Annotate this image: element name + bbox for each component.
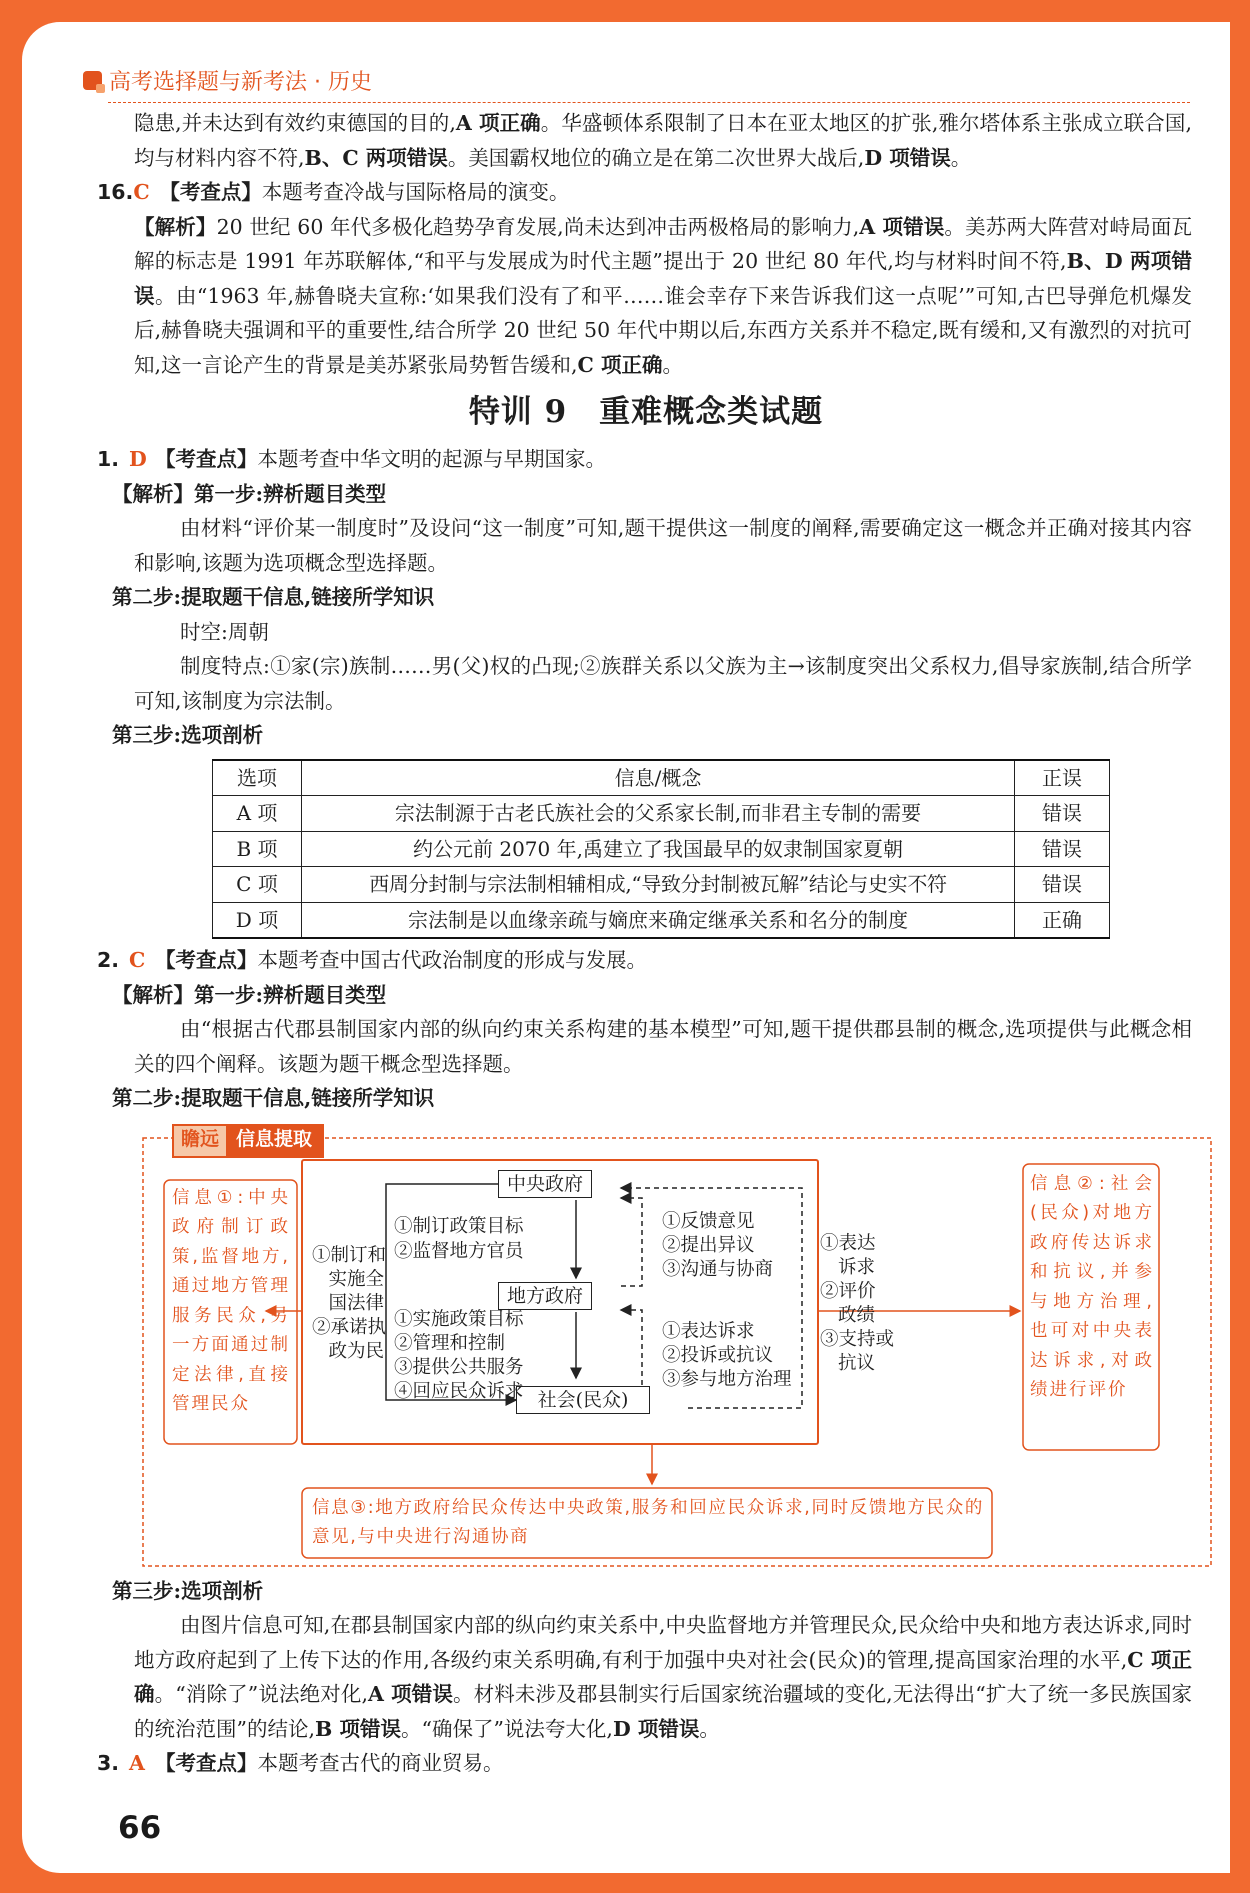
answer-letter: C <box>133 180 150 204</box>
intro-paragraph <box>100 106 1192 175</box>
header-title: 高考选择题与新考法 · 历史 <box>109 69 372 95</box>
label-line: ①表达诉求 <box>662 1320 755 1342</box>
intro-verdict: A 项正确 <box>455 111 541 135</box>
q16-analysis <box>100 210 1192 383</box>
tag-part-a: 瞻远 <box>174 1126 226 1156</box>
analysis-text: 20 世纪 60 年代多极化趋势孕育发展,尚未达到冲击两极格局的影响力, <box>216 214 860 239</box>
table-header-cell: 正误 <box>1015 760 1110 796</box>
section-title: 特训 9 重难概念类试题 <box>468 394 824 430</box>
node-central-government: 中央政府 <box>498 1170 592 1198</box>
analysis-text: 由图片信息可知,在郡县制国家内部的纵向约束关系中,中央监督地方并管理民众,民众给中央和地方表达诉求,同时地方政府起到了上传下达的作用,各级约束关系明确,有利于加强中央对社会(民众)的管理,提高国家治理的水平, <box>134 1613 1192 1672</box>
analysis-verdict: C 项正确 <box>134 1647 1193 1706</box>
book-icon <box>83 71 102 90</box>
answer-letter: C <box>129 948 146 972</box>
label-central-to-society <box>312 1244 387 1364</box>
q1-step1-text: 由材料“评价某一制度时”及设问“这一制度”可知,题干提供这一制度的阐释,需要确定这一概念并正确对接其内容和影响,该题为选项概念型选择题。 <box>134 516 1192 575</box>
q1-feature: 制度特点:①家(宗)族制……男(父)权的凸现;②族群关系以父族为主→该制度突出父系权力,倡导家族制,结合所学可知,该制度为宗法制。 <box>134 654 1192 713</box>
label-line: ②承诺执 <box>312 1316 387 1338</box>
label-local-to-central <box>662 1210 773 1282</box>
table-cell: 错误 <box>1015 796 1110 832</box>
node-local-government: 地方政府 <box>498 1282 592 1310</box>
analysis-text: 。“消除了”说法绝对化, <box>154 1682 368 1706</box>
intro-text: 张成立联合国,均与材料内容不符, <box>134 111 1192 170</box>
label-line: ②监督地方官员 <box>394 1240 524 1262</box>
page-number: 66 <box>118 1810 162 1846</box>
label-line: ②评价 <box>820 1280 876 1302</box>
running-header <box>83 62 372 98</box>
analysis-verdict: A 项错误 <box>367 1682 454 1706</box>
question-number: 16. <box>97 180 134 204</box>
q2-step1-text: 由“根据古代郡县制国家内部的纵向约束关系构建的基本模型”可知,题干提供郡县制的概念,选项提供与此概念相关的四个阐释。该题为题干概念型选择题。 <box>134 1017 1192 1076</box>
label-line: ①反馈意见 <box>662 1210 755 1232</box>
label-line: ①制订政策目标 <box>394 1215 524 1237</box>
table-row <box>213 902 1110 938</box>
analysis-text: 。 <box>662 352 683 377</box>
q1-time: 时空:周朝 <box>180 619 269 644</box>
analysis-label: 【解析】 <box>134 214 217 239</box>
label-central-to-local <box>394 1214 524 1264</box>
intro-text: 。华盛顿体系限制了日本在亚太地区的扩张,雅尔塔体系主 <box>540 111 1062 135</box>
label-line: ①制订和 <box>312 1244 387 1266</box>
intro-verdict: B、C 两项错误 <box>304 145 448 170</box>
q2-step3-label: 第三步:选项剖析 <box>112 1578 264 1603</box>
q1-step2-label: 第二步:提取题干信息,链接所学知识 <box>112 585 435 609</box>
key-point-text: 本题考查中华文明的起源与早期国家。 <box>257 447 606 471</box>
q16-heading <box>97 175 1192 210</box>
label-line: ①表达 <box>820 1232 876 1254</box>
key-point-text: 本题考查冷战与国际格局的演变。 <box>261 180 570 204</box>
intro-text: 。美国霸权地位的确立是在第二次世界大战后, <box>447 145 865 170</box>
label-line: 实施全 <box>328 1268 384 1290</box>
analysis-text: 。由“1963 年,赫鲁晓夫宣称:‘如果我们没有了和平……谁会幸存下来告诉我们这一点呢’”可知,古巴导弹危机爆发后,赫鲁晓夫强调和平的重要性,结合所学 20 世纪 50 年代中期以后,东西方关系并不稳定,既有缓和,又有激烈的对抗可知,这一言论产生的背景是美苏紧张局势暂告缓和, <box>134 283 1193 377</box>
key-point-label: 【考查点】 <box>159 180 262 204</box>
label-line: 国法律 <box>328 1292 384 1314</box>
table-cell: 错误 <box>1015 831 1110 867</box>
table-header-cell: 选项 <box>213 760 302 796</box>
analysis-verdict: B 项错误 <box>315 1716 401 1741</box>
key-point-label: 【考查点】 <box>155 948 258 972</box>
page-content <box>97 106 1193 1781</box>
answer-letter: A <box>129 1751 145 1775</box>
label-line: ①实施政策目标 <box>394 1308 524 1330</box>
table-header-row <box>213 760 1110 796</box>
key-point-label: 【考查点】 <box>155 447 258 471</box>
table-cell: A 项 <box>213 796 302 832</box>
q2-heading <box>97 943 1192 978</box>
label-society-to-central <box>820 1232 894 1376</box>
table-cell: 宗法制是以血缘亲疏与嫡庶来确定继承关系和名分的制度 <box>302 902 1015 938</box>
table-cell: 宗法制源于古老氏族社会的父系家长制,而非君主专制的需要 <box>302 796 1015 832</box>
question-number: 1. <box>97 447 120 471</box>
table-cell: C 项 <box>213 867 302 903</box>
header-rule <box>108 102 1190 103</box>
options-table <box>212 759 1110 940</box>
table-row <box>213 831 1110 867</box>
info-box-1: 信息①:中央政府制订政策,监督地方,通过地方管理服务民众,另一方面通过制定法律,直接管理民众 <box>172 1187 290 1414</box>
analysis-text: 。 <box>699 1716 720 1741</box>
label-line: ②管理和控制 <box>394 1332 506 1354</box>
label-line: ③沟通与协商 <box>662 1258 774 1280</box>
question-number: 3. <box>97 1751 120 1775</box>
table-header-cell: 信息/概念 <box>302 760 1015 796</box>
analysis-verdict: D 项错误 <box>612 1716 700 1741</box>
label-local-to-society <box>394 1308 524 1404</box>
question-number: 2. <box>97 948 120 972</box>
info-box-2: 信息②:社会(民众)对地方政府传达诉求和抗议,并参与地方治理,也可对中央表达诉求,对政绩进行评价 <box>1030 1173 1154 1400</box>
key-point-text: 本题考查中国古代政治制度的形成与发展。 <box>257 948 647 972</box>
table-cell: 正确 <box>1015 902 1110 938</box>
node-society: 社会(民众) <box>516 1386 650 1414</box>
q2-step1-label: 【解析】第一步:辨析题目类型 <box>112 982 387 1007</box>
diagram-tag <box>172 1124 324 1158</box>
key-point-label: 【考查点】 <box>155 1751 258 1775</box>
key-point-text: 本题考查古代的商业贸易。 <box>257 1751 504 1775</box>
label-line: 政绩 <box>838 1304 876 1326</box>
label-line: 政为民 <box>328 1340 384 1362</box>
label-line: ③提供公共服务 <box>394 1356 524 1378</box>
label-society-to-local <box>662 1320 792 1392</box>
tag-part-b: 信息提取 <box>226 1126 322 1156</box>
analysis-verdict: B、D 两项错误 <box>134 249 1192 308</box>
label-line: 抗议 <box>838 1352 876 1374</box>
label-line: ③参与地方治理 <box>662 1368 792 1390</box>
intro-text: 。 <box>950 145 972 170</box>
q1-step1-label: 【解析】第一步:辨析题目类型 <box>112 481 387 506</box>
table-cell: D 项 <box>213 902 302 938</box>
table-cell: 西周分封制与宗法制相辅相成,“导致分封制被瓦解”结论与史实不符 <box>302 867 1015 903</box>
intro-verdict: D 项错误 <box>864 145 951 170</box>
label-line: ②提出异议 <box>662 1234 755 1256</box>
analysis-text: 。“确保了”说法夸大化, <box>400 1716 613 1741</box>
label-line: ④回应民众诉求 <box>394 1380 524 1402</box>
analysis-verdict: A 项错误 <box>859 214 945 239</box>
q1-step3-label: 第三步:选项剖析 <box>112 723 264 747</box>
table-row <box>213 867 1110 903</box>
label-line: ③支持或 <box>820 1328 895 1350</box>
table-row <box>213 796 1110 832</box>
q1-heading <box>97 442 1192 477</box>
analysis-text: 。美苏两大阵营对峙局面瓦解的标志是 1991 年苏联解体,“和平与发展成为时代主题”提出于 20 世纪 80 年代,均与材料时间不符, <box>134 214 1193 273</box>
q2-step3-text <box>100 1608 1192 1746</box>
answer-letter: D <box>129 447 147 471</box>
table-cell: B 项 <box>213 831 302 867</box>
q2-step2-label: 第二步:提取题干信息,链接所学知识 <box>112 1086 435 1110</box>
table-cell: 错误 <box>1015 867 1110 903</box>
intro-text: 隐患,并未达到有效约束德国的目的, <box>134 111 456 135</box>
label-line: 诉求 <box>838 1256 876 1278</box>
info-extraction-diagram <box>142 1122 1214 1568</box>
table-cell: 约公元前 2070 年,禹建立了我国最早的奴隶制国家夏朝 <box>302 831 1015 867</box>
q3-heading <box>97 1746 1192 1781</box>
info-box-3: 信息③:地方政府给民众传达中央政策,服务和回应民众诉求,同时反馈地方民众的意见,与中央进行沟通协商 <box>312 1497 984 1547</box>
label-line: ②投诉或抗议 <box>662 1344 774 1366</box>
analysis-text: 。材料未涉及郡县制实行后国家统治疆域的变化,无法得出“扩大了统一多民族国家的统治范围”的结论, <box>134 1682 1193 1741</box>
analysis-verdict: C 项正确 <box>577 352 663 377</box>
